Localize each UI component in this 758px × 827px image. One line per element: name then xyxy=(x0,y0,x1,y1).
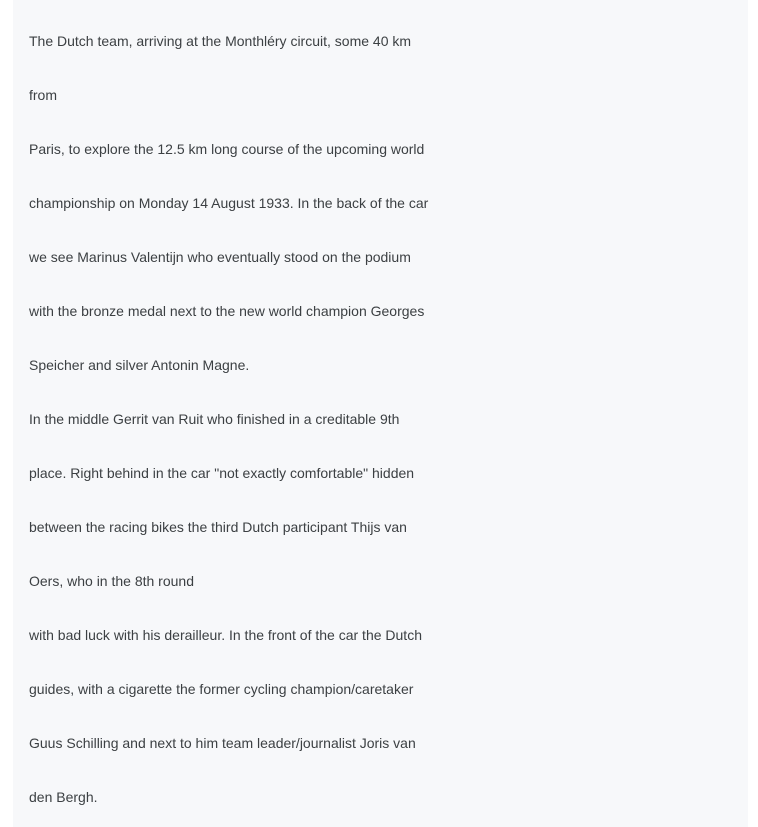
text-line: Paris, to explore the 12.5 km long course of the upcoming world xyxy=(29,141,425,157)
text-line: from xyxy=(29,87,57,103)
text-line: Oers, who in the 8th round xyxy=(29,573,194,589)
text-panel xyxy=(13,0,748,827)
text-line: Speicher and silver Antonin Magne. xyxy=(29,357,250,373)
text-line: between the racing bikes the third Dutch participant Thijs van xyxy=(29,519,407,535)
text-line: Guus Schilling and next to him team leader/journalist Joris van xyxy=(29,735,416,751)
text-line: guides, with a cigarette the former cycling champion/caretaker xyxy=(29,681,414,697)
text-line: den Bergh. xyxy=(29,789,98,805)
text-line: The Dutch team, arriving at the Monthléry circuit, some 40 km xyxy=(29,33,412,49)
text-line: with the bronze medal next to the new world champion Georges xyxy=(29,303,425,319)
text-line: In the middle Gerrit van Ruit who finished in a creditable 9th xyxy=(29,411,400,427)
text-line: we see Marinus Valentijn who eventually stood on the podium xyxy=(29,249,411,265)
text-line: place. Right behind in the car "not exactly comfortable" hidden xyxy=(29,465,415,481)
text-line: with bad luck with his derailleur. In the front of the car the Dutch xyxy=(29,627,422,643)
text-line: championship on Monday 14 August 1933. In the back of the car xyxy=(29,195,429,211)
